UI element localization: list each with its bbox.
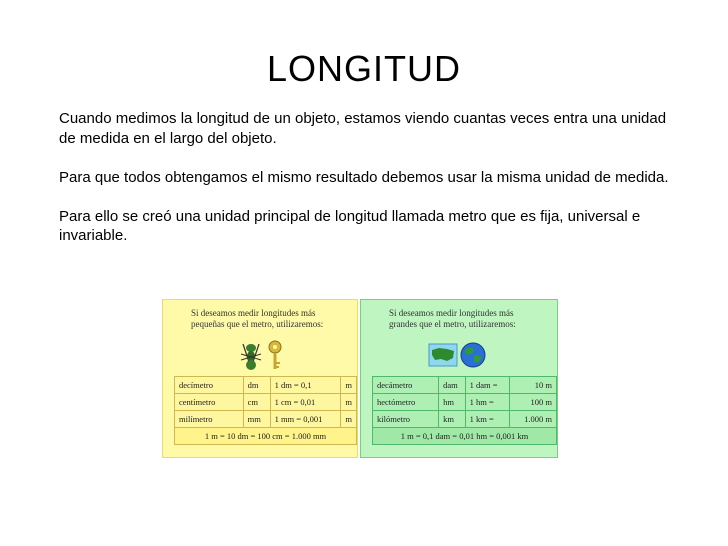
paragraph-1: Cuando medimos la longitud de un objeto, estamos viendo cuantas veces entra una unidad de medida en el largo del objeto. <box>59 110 667 147</box>
unit-equiv: 1 dm = 0,1 <box>270 377 341 394</box>
table-row <box>175 394 357 411</box>
slide-body <box>59 109 679 265</box>
unit-name: decímetro <box>175 377 244 394</box>
unit-total: 1 m = 0,1 dam = 0,01 hm = 0,001 km <box>373 428 557 445</box>
large-units-table <box>372 376 557 445</box>
paragraph-3: Para ello se creó una unidad principal de longitud llamada metro que es fija, universal e invariable. <box>59 207 641 244</box>
globe-icon <box>461 343 485 367</box>
unit-equiv: 1 km = <box>465 411 509 428</box>
unit-name: centímetro <box>175 394 244 411</box>
unit-abbr: mm <box>243 411 270 428</box>
unit-name: decámetro <box>373 377 439 394</box>
unit-abbr: hm <box>439 394 466 411</box>
unit-name: hectómetro <box>373 394 439 411</box>
slide-title: LONGITUD <box>266 48 461 89</box>
small-units-table <box>174 376 357 445</box>
large-units-panel <box>360 299 558 458</box>
unit-abbr: dm <box>243 377 270 394</box>
unit-equiv: 1 cm = 0,01 <box>270 394 341 411</box>
table-row <box>175 411 357 428</box>
unit-base: m <box>341 377 357 394</box>
unit-abbr: km <box>439 411 466 428</box>
ant-icon <box>241 344 261 370</box>
table-row <box>373 428 557 445</box>
unit-name: milímetro <box>175 411 244 428</box>
unit-abbr: dam <box>439 377 466 394</box>
table-row <box>373 377 557 394</box>
unit-base: 10 m <box>509 377 556 394</box>
paragraph-2: Para que todos obtengamos el mismo resultado debemos usar la misma unidad de medida. <box>59 168 669 186</box>
large-units-caption: Si deseamos medir longitudes más grandes que el metro, utilizaremos: <box>389 308 516 329</box>
small-units-caption: Si deseamos medir longitudes más pequeñas que el metro, utilizaremos: <box>191 308 324 329</box>
unit-equiv: 1 hm = <box>465 394 509 411</box>
table-row <box>175 377 357 394</box>
table-row <box>373 411 557 428</box>
unit-base: 1.000 m <box>509 411 556 428</box>
unit-base: m <box>341 411 357 428</box>
map-icon <box>429 344 457 366</box>
unit-name: kilómetro <box>373 411 439 428</box>
small-units-icons <box>163 338 357 372</box>
unit-base: m <box>341 394 357 411</box>
large-units-icons <box>361 338 557 372</box>
table-row <box>373 394 557 411</box>
key-icon <box>269 341 281 369</box>
unit-equiv: 1 dam = <box>465 377 509 394</box>
table-row <box>175 428 357 445</box>
small-units-panel <box>162 299 358 458</box>
unit-total: 1 m = 10 dm = 100 cm = 1.000 mm <box>175 428 357 445</box>
unit-abbr: cm <box>243 394 270 411</box>
unit-equiv: 1 mm = 0,001 <box>270 411 341 428</box>
unit-base: 100 m <box>509 394 556 411</box>
